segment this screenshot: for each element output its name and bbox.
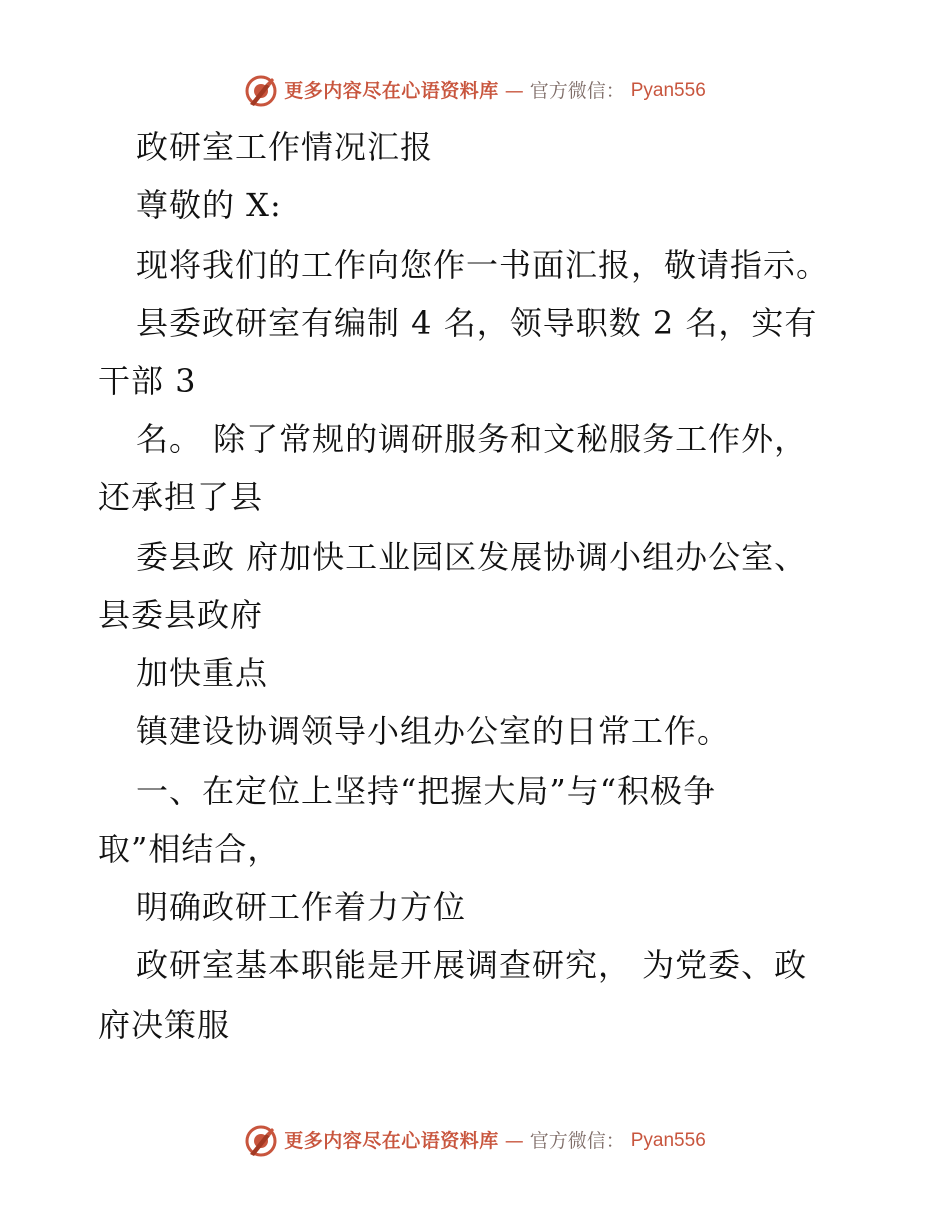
- paragraph-line: 府决策服: [98, 1006, 231, 1044]
- paragraph-line: 镇建设协调领导小组办公室的日常工作。: [136, 712, 731, 750]
- watermark-red-text: 更多内容尽在心语资料库: [284, 80, 499, 102]
- paragraph-line: 政研室基本职能是开展调查研究， 为党委、政: [136, 946, 808, 984]
- watermark-account: Pyan556: [630, 80, 706, 101]
- paragraph-line: 干部 3: [98, 362, 197, 400]
- watermark-banner-bottom: [0, 1124, 950, 1158]
- watermark-account: Pyan556: [630, 1130, 706, 1151]
- salutation-line: 尊敬的 X:: [136, 186, 282, 224]
- pen-logo-icon: [244, 74, 278, 108]
- paragraph-line: 还承担了县: [98, 478, 264, 516]
- paragraph-line: 县委县政府: [98, 596, 264, 634]
- watermark-dash: —: [504, 80, 524, 102]
- document-title: 政研室工作情况汇报: [136, 128, 434, 166]
- paragraph-line: 名。 除了常规的调研服务和文秘服务工作外，: [136, 420, 808, 458]
- paragraph-line: 委县政 府加快工业园区发展协调小组办公室、: [136, 538, 808, 576]
- pen-logo-icon: [244, 1124, 278, 1158]
- section-heading-line: 一、在定位上坚持“把握大局”与“积极争: [136, 772, 717, 810]
- paragraph-line: 县委政研室有编制 4 名，领导职数 2 名，实有: [136, 304, 818, 342]
- paragraph-line: 加快重点: [136, 654, 269, 692]
- watermark-banner-top: [0, 74, 950, 108]
- section-heading-line: 取”相结合，: [98, 830, 281, 868]
- watermark-label: 官方微信：: [529, 1130, 625, 1152]
- paragraph-line: 现将我们的工作向您作一书面汇报，敬请指示。: [136, 246, 830, 284]
- watermark-dash: —: [504, 1130, 524, 1152]
- section-heading-line: 明确政研工作着力方位: [136, 888, 467, 926]
- watermark-label: 官方微信：: [529, 80, 625, 102]
- watermark-red-text: 更多内容尽在心语资料库: [284, 1130, 499, 1152]
